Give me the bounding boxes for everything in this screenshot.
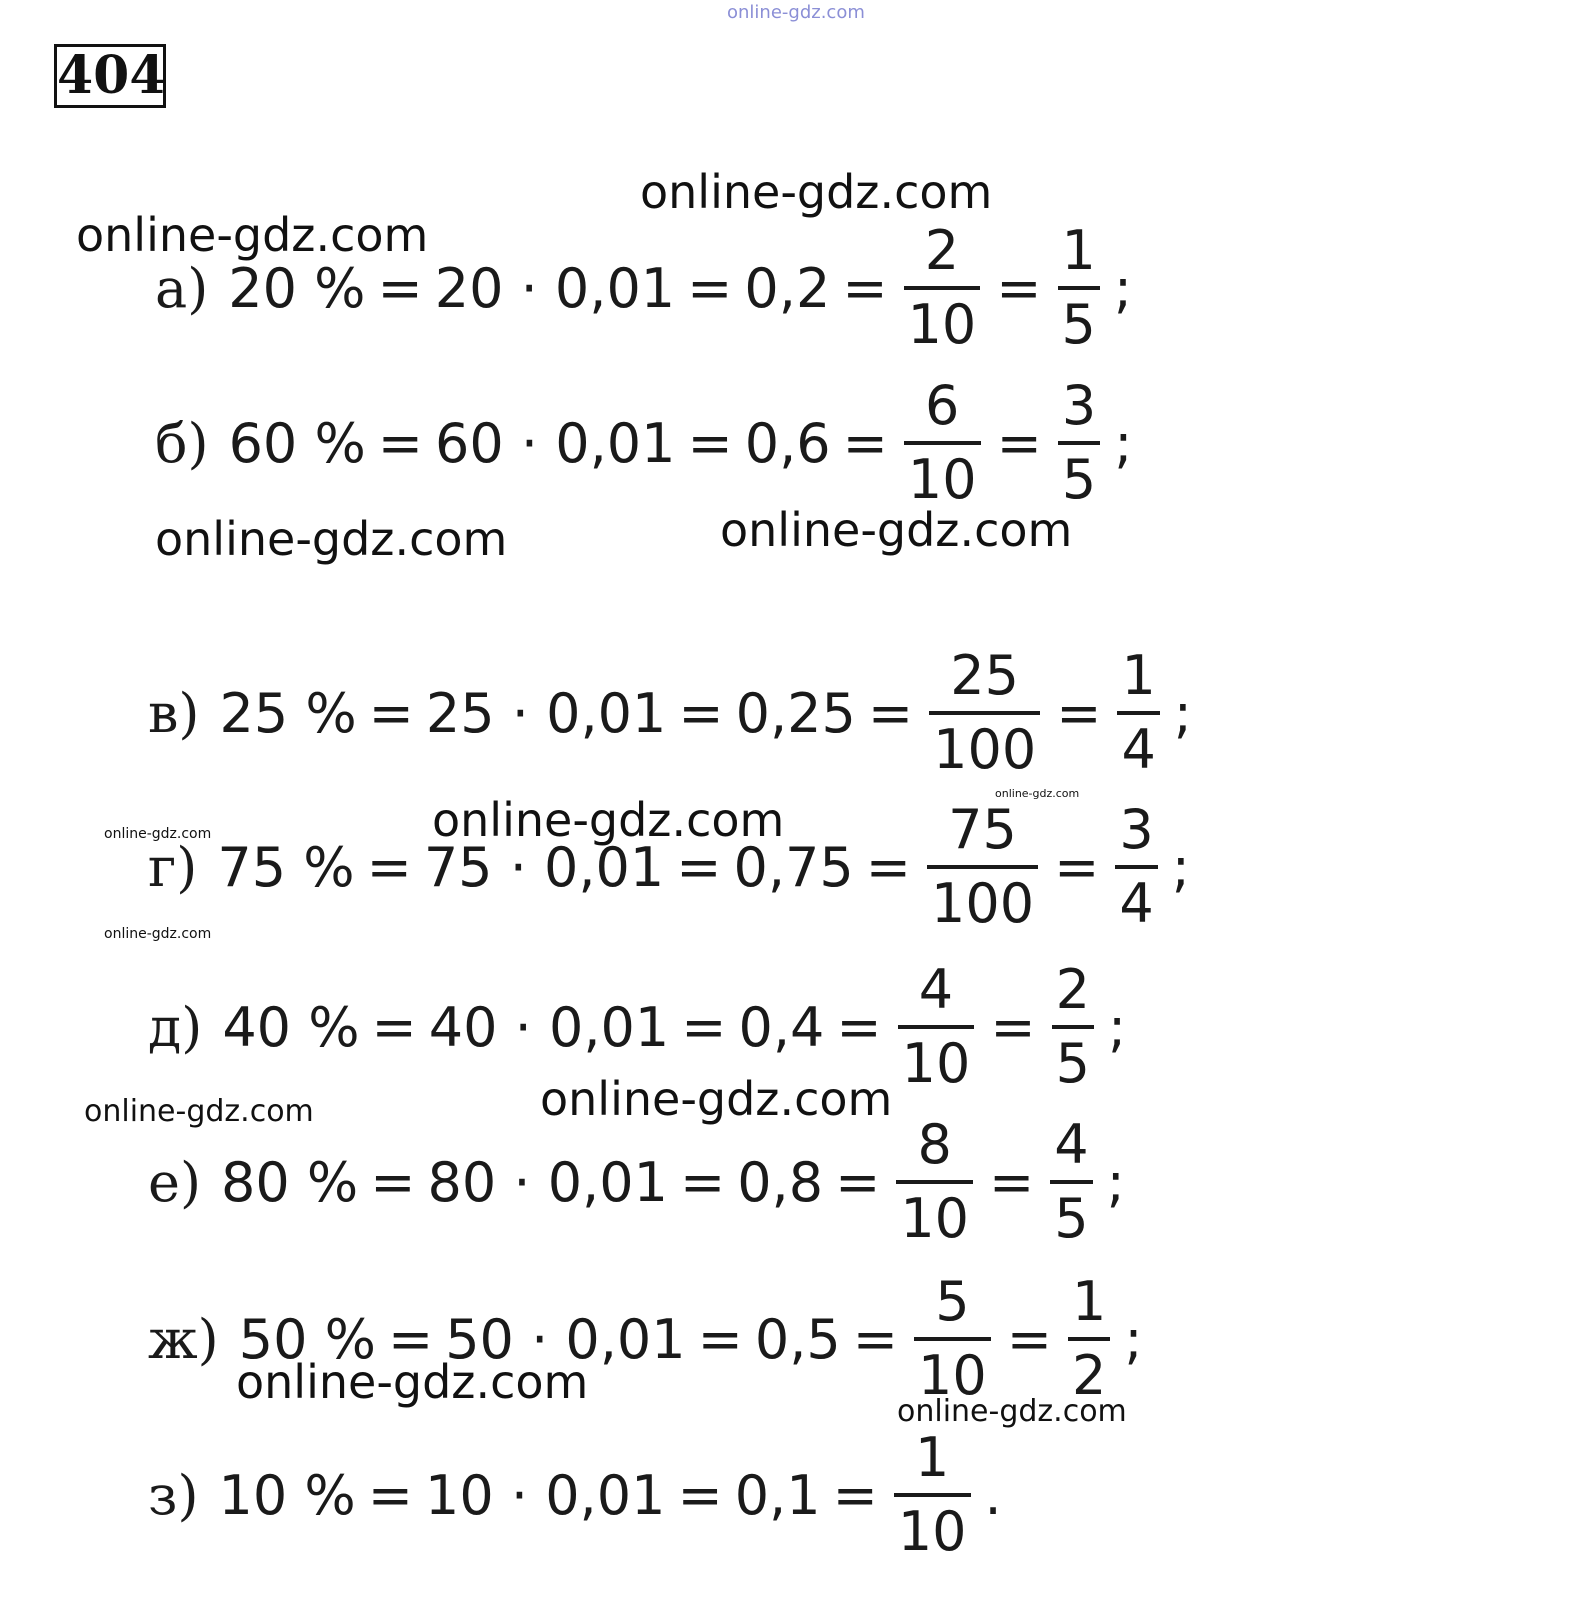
multiplication: 75 · 0,01 [423,835,665,899]
equals-sign: = [677,1463,723,1527]
watermark-top: online-gdz.com [727,2,865,23]
denominator: 10 [914,1337,991,1403]
fraction [1068,1270,1110,1407]
numerator: 25 [950,644,1019,707]
punctuation: ; [1124,1307,1143,1371]
equation-e [148,1097,1125,1267]
item-label: в) [148,681,200,745]
denominator: 5 [1058,441,1100,507]
watermark: online-gdz.com [76,208,429,262]
decimal-value: 0,1 [734,1463,821,1527]
multiplication: 25 · 0,01 [425,681,667,745]
multiplication: 40 · 0,01 [428,995,670,1059]
multiplication: 80 · 0,01 [427,1150,668,1214]
fraction [1052,958,1094,1095]
punctuation: ; [1114,411,1133,475]
numerator: 1 [1061,219,1096,282]
fraction [1058,219,1100,356]
watermark: online-gdz.com [640,165,993,219]
equals-sign: = [387,1307,434,1371]
equals-sign: = [687,411,733,475]
decimal-value: 0,6 [744,411,831,475]
numerator: 2 [1055,958,1090,1021]
punctuation: . [984,1463,1002,1527]
equals-sign: = [865,835,911,899]
decimal-value: 0,2 [744,256,831,320]
item-label: ж) [148,1307,219,1371]
percent: 60 % [228,411,366,475]
item-label: е) [148,1150,202,1214]
equation-d [148,942,1126,1112]
multiplication: 20 · 0,01 [434,256,676,320]
denominator: 10 [896,1180,973,1246]
equals-sign: = [867,681,914,745]
denominator: 100 [927,865,1038,931]
equals-sign: = [1056,681,1102,745]
numerator: 1 [1072,1270,1107,1333]
denominator: 5 [1050,1180,1092,1246]
watermark: online-gdz.com [995,787,1080,800]
denominator: 4 [1117,711,1159,777]
fraction [914,1270,991,1407]
percent: 75 % [217,835,355,899]
equals-sign: = [676,835,722,899]
decimal-value: 0,5 [754,1307,841,1371]
equals-sign: = [687,256,733,320]
equation-z [148,1410,1002,1580]
denominator: 2 [1068,1337,1110,1403]
denominator: 4 [1115,865,1157,931]
equals-sign: = [366,835,412,899]
equals-sign: = [996,256,1042,320]
equation-zh [148,1254,1143,1424]
watermark: online-gdz.com [155,512,508,566]
decimal-value: 0,8 [737,1150,824,1214]
percent: 40 % [222,995,360,1059]
equals-sign: = [370,1150,416,1214]
equals-sign: = [836,995,882,1059]
decimal-value: 0,75 [733,835,854,899]
problem-number: 404 [54,44,166,108]
fraction [896,1113,973,1250]
fraction [894,1426,971,1563]
watermark: online-gdz.com [432,793,785,847]
punctuation: ; [1106,1150,1125,1214]
numerator: 1 [915,1426,950,1489]
multiplication: 60 · 0,01 [435,411,676,475]
watermark: online-gdz.com [540,1072,893,1126]
equation-v [148,628,1192,798]
watermark: online-gdz.com [236,1355,589,1409]
fraction [1058,374,1100,511]
equals-sign: = [852,1307,899,1371]
decimal-value: 0,25 [735,681,856,745]
equals-sign: = [842,256,888,320]
multiplication: 50 · 0,01 [445,1307,686,1371]
fraction [904,219,981,356]
fraction [1117,644,1159,781]
denominator: 5 [1052,1025,1094,1091]
fraction [898,958,975,1095]
equals-sign: = [1006,1307,1053,1371]
denominator: 10 [904,286,981,352]
denominator: 100 [929,711,1040,777]
equals-sign: = [679,1150,726,1214]
fraction [904,374,981,511]
equals-sign: = [996,411,1042,475]
numerator: 75 [948,798,1017,861]
percent: 20 % [228,256,366,320]
numerator: 3 [1119,798,1154,861]
fraction [1115,798,1157,935]
equals-sign: = [371,995,417,1059]
percent: 50 % [238,1307,376,1371]
item-label: з) [148,1463,199,1527]
equals-sign: = [989,1150,1035,1214]
percent: 25 % [219,681,357,745]
equals-sign: = [368,681,414,745]
watermark: online-gdz.com [897,1394,1127,1429]
watermark: online-gdz.com [104,926,212,942]
equals-sign: = [681,995,727,1059]
watermark: online-gdz.com [104,826,212,842]
percent: 10 % [218,1463,356,1527]
denominator: 10 [894,1493,971,1559]
numerator: 3 [1061,374,1097,437]
numerator: 2 [924,219,960,282]
equation-b [155,358,1132,528]
punctuation: ; [1113,256,1133,320]
item-label: д) [148,995,203,1059]
decimal-value: 0,4 [738,995,825,1059]
equals-sign: = [990,995,1036,1059]
equation-g [148,782,1190,952]
numerator: 5 [935,1270,970,1333]
equals-sign: = [842,411,888,475]
numerator: 8 [917,1113,952,1176]
fraction [1050,1113,1092,1250]
numerator: 1 [1121,644,1156,707]
item-label: г) [148,835,198,899]
denominator: 5 [1058,286,1100,352]
numerator: 4 [918,958,954,1021]
watermark: online-gdz.com [720,503,1073,557]
equals-sign: = [1054,835,1100,899]
punctuation: ; [1173,681,1192,745]
equals-sign: = [678,681,724,745]
equals-sign: = [367,1463,413,1527]
equals-sign: = [835,1150,881,1214]
percent: 80 % [221,1150,359,1214]
equals-sign: = [377,256,423,320]
equation-a [155,203,1132,373]
punctuation: ; [1107,995,1127,1059]
fraction [927,798,1038,935]
punctuation: ; [1171,835,1190,899]
watermark: online-gdz.com [84,1094,314,1129]
fraction [929,644,1040,781]
multiplication: 10 · 0,01 [424,1463,666,1527]
numerator: 4 [1054,1113,1089,1176]
equals-sign: = [377,411,424,475]
denominator: 10 [904,441,981,507]
item-label: а) [155,256,209,320]
equals-sign: = [697,1307,743,1371]
equals-sign: = [832,1463,878,1527]
denominator: 10 [898,1025,975,1091]
numerator: 6 [925,374,960,437]
item-label: б) [155,411,209,475]
